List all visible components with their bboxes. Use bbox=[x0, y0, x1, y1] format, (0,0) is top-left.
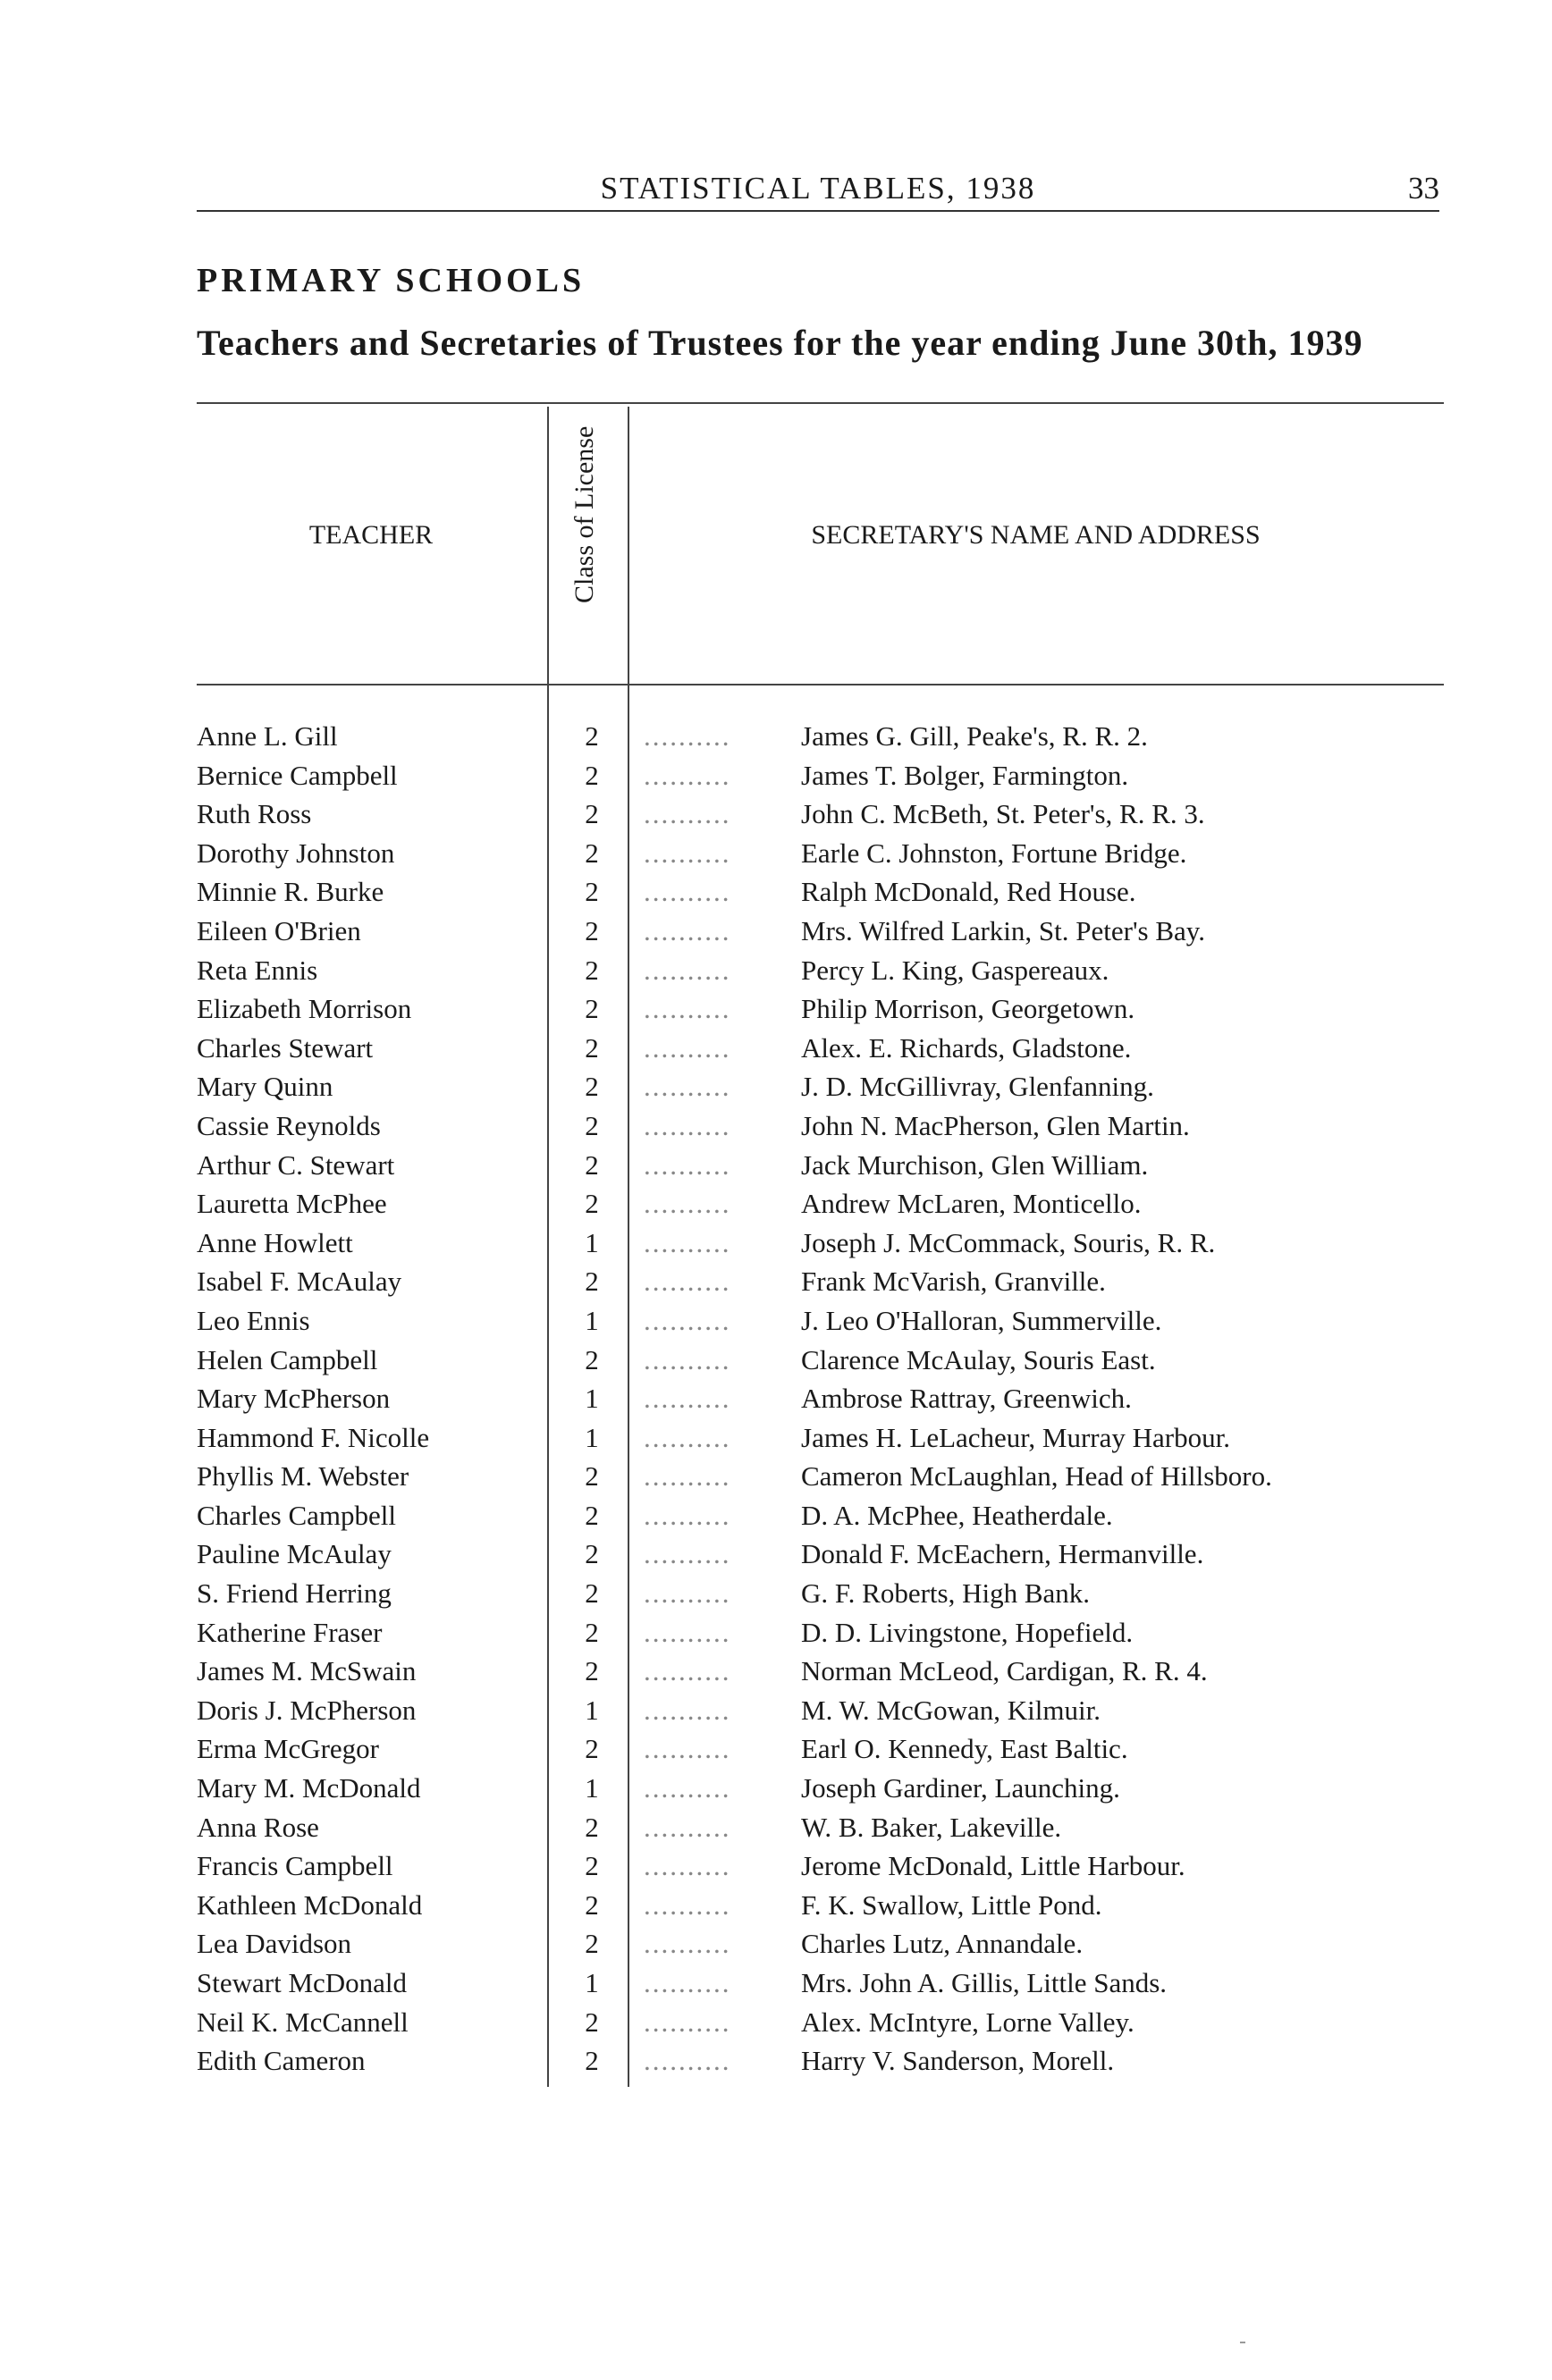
running-header bbox=[197, 165, 1439, 212]
secretary-cell: D. A. McPhee, Heatherdale. bbox=[801, 1499, 1113, 1531]
class-of-license-cell: 2 bbox=[585, 720, 599, 752]
secretary-cell: Ambrose Rattray, Greenwich. bbox=[801, 1383, 1132, 1415]
secretary-cell: Jack Murchison, Glen William. bbox=[801, 1148, 1149, 1181]
teacher-name: Stewart McDonald bbox=[197, 1967, 412, 1998]
secretary-cell: Clarence McAulay, Souris East. bbox=[801, 1343, 1156, 1375]
teacher-cell bbox=[197, 1262, 541, 1301]
table-row bbox=[197, 1106, 1466, 1146]
leader-dots: .......... bbox=[644, 1148, 731, 1181]
leader-dots: .......... bbox=[644, 1188, 731, 1220]
class-of-license-cell: 2 bbox=[585, 1733, 599, 1765]
margin-mark bbox=[1240, 2342, 1245, 2343]
teacher-name: Neil K. McCannell bbox=[197, 2006, 414, 2038]
secretary-cell: Joseph J. McCommack, Souris, R. R. bbox=[801, 1226, 1216, 1258]
teacher-name: Erma McGregor bbox=[197, 1733, 384, 1764]
table-row bbox=[197, 989, 1466, 1029]
teacher-cell bbox=[197, 1146, 541, 1185]
teacher-name: Kathleen McDonald bbox=[197, 1889, 427, 1921]
teacher-name: Dorothy Johnston bbox=[197, 837, 400, 869]
class-of-license-cell: 1 bbox=[585, 1694, 599, 1726]
class-of-license-cell: 2 bbox=[585, 1499, 599, 1531]
secretary-cell: John C. McBeth, St. Peter's, R. R. 3. bbox=[801, 798, 1205, 830]
table-row bbox=[197, 1769, 1466, 1808]
teacher-cell bbox=[197, 756, 541, 795]
leader-dots: .......... bbox=[644, 1694, 731, 1726]
teacher-cell bbox=[197, 912, 541, 951]
secretary-cell: Norman McLeod, Cardigan, R. R. 4. bbox=[801, 1655, 1208, 1687]
table-row bbox=[197, 1301, 1466, 1341]
secretary-cell: Alex. McIntyre, Lorne Valley. bbox=[801, 2006, 1134, 2038]
table-row bbox=[197, 912, 1466, 951]
class-of-license-cell: 2 bbox=[585, 1616, 599, 1648]
teacher-name: Arthur C. Stewart bbox=[197, 1149, 400, 1181]
teacher-name: James M. McSwain bbox=[197, 1655, 421, 1686]
teacher-cell bbox=[197, 1924, 541, 1964]
leader-dots: .......... bbox=[644, 1071, 731, 1103]
secretary-cell: Joseph Gardiner, Launching. bbox=[801, 1772, 1120, 1804]
class-of-license-cell: 2 bbox=[585, 1148, 599, 1181]
table-row bbox=[197, 2003, 1466, 2042]
table-row bbox=[197, 1846, 1466, 1886]
teacher-cell bbox=[197, 1496, 541, 1535]
secretary-cell: Jerome McDonald, Little Harbour. bbox=[801, 1850, 1185, 1882]
table-row bbox=[197, 951, 1466, 990]
secretary-cell: Mrs. Wilfred Larkin, St. Peter's Bay. bbox=[801, 914, 1206, 946]
leader-dots: .......... bbox=[644, 914, 731, 946]
teacher-cell bbox=[197, 1574, 541, 1613]
secretary-cell: James T. Bolger, Farmington. bbox=[801, 759, 1129, 791]
class-of-license-cell: 1 bbox=[585, 1967, 599, 1998]
teacher-cell bbox=[197, 2003, 541, 2042]
teacher-cell bbox=[197, 1379, 541, 1418]
teacher-name: Doris J. McPherson bbox=[197, 1695, 421, 1726]
class-of-license-cell: 1 bbox=[585, 1772, 599, 1804]
table-row bbox=[197, 1418, 1466, 1458]
teacher-name: Eileen O'Brien bbox=[197, 915, 367, 946]
teacher-cell bbox=[197, 1808, 541, 1847]
teacher-cell bbox=[197, 1341, 541, 1380]
teacher-name: Charles Stewart bbox=[197, 1032, 378, 1064]
class-of-license-cell: 2 bbox=[585, 1655, 599, 1687]
leader-dots: .......... bbox=[644, 954, 731, 986]
leader-dots: .......... bbox=[644, 1577, 731, 1610]
class-of-license-cell: 2 bbox=[585, 1109, 599, 1141]
secretary-cell: Earl O. Kennedy, East Baltic. bbox=[801, 1733, 1128, 1765]
leader-dots: .......... bbox=[644, 1888, 731, 1921]
teacher-name: Anne Howlett bbox=[197, 1227, 358, 1258]
teacher-name: Bernice Campbell bbox=[197, 760, 403, 791]
leader-dots: .......... bbox=[644, 1616, 731, 1648]
teacher-name: Francis Campbell bbox=[197, 1850, 399, 1881]
table-top-rule bbox=[197, 402, 1444, 404]
table-row bbox=[197, 1535, 1466, 1574]
table-row bbox=[197, 872, 1466, 912]
leader-dots: .......... bbox=[644, 1460, 731, 1493]
teacher-cell bbox=[197, 1535, 541, 1574]
class-of-license-cell: 2 bbox=[585, 2006, 599, 2038]
teacher-cell bbox=[197, 717, 541, 756]
section-title: PRIMARY SCHOOLS bbox=[197, 262, 586, 299]
table-row bbox=[197, 1924, 1466, 1964]
table-row bbox=[197, 834, 1466, 873]
class-of-license-cell: 2 bbox=[585, 1266, 599, 1298]
table-row bbox=[197, 1964, 1466, 2003]
teacher-name: S. Friend Herring bbox=[197, 1577, 397, 1609]
teacher-name: Minnie R. Burke bbox=[197, 876, 389, 907]
leader-dots: .......... bbox=[644, 1499, 731, 1531]
teacher-cell bbox=[197, 1613, 541, 1653]
secretary-cell: Philip Morrison, Georgetown. bbox=[801, 993, 1135, 1025]
leader-dots: .......... bbox=[644, 1772, 731, 1804]
secretary-cell: W. B. Baker, Lakeville. bbox=[801, 1811, 1062, 1843]
leader-dots: .......... bbox=[644, 1655, 731, 1687]
table-row bbox=[197, 1496, 1466, 1535]
secretary-cell: Donald F. McEachern, Hermanville. bbox=[801, 1538, 1204, 1570]
teacher-name: Ruth Ross bbox=[197, 798, 316, 829]
teacher-cell bbox=[197, 872, 541, 912]
table-row bbox=[197, 2041, 1466, 2081]
teacher-cell bbox=[197, 1029, 541, 1068]
class-of-license-cell: 2 bbox=[585, 1031, 599, 1064]
table-row bbox=[197, 1067, 1466, 1106]
teacher-cell bbox=[197, 1224, 541, 1263]
class-of-license-cell: 2 bbox=[585, 1811, 599, 1843]
teacher-cell bbox=[197, 1846, 541, 1886]
leader-dots: .......... bbox=[644, 1538, 731, 1570]
table-row bbox=[197, 795, 1466, 834]
leader-dots: .......... bbox=[644, 993, 731, 1025]
leader-dots: .......... bbox=[644, 1109, 731, 1141]
table-row bbox=[197, 756, 1466, 795]
table-row bbox=[197, 1379, 1466, 1418]
table-row bbox=[197, 1184, 1466, 1224]
table-row bbox=[197, 1146, 1466, 1185]
teacher-name: Katherine Fraser bbox=[197, 1617, 387, 1648]
table-row bbox=[197, 1457, 1466, 1496]
table-row bbox=[197, 1808, 1466, 1847]
teacher-name: Elizabeth Morrison bbox=[197, 993, 417, 1024]
leader-dots: .......... bbox=[644, 1850, 731, 1882]
class-of-license-cell: 2 bbox=[585, 914, 599, 946]
secretary-cell: Andrew McLaren, Monticello. bbox=[801, 1188, 1142, 1220]
teacher-cell bbox=[197, 1769, 541, 1808]
teacher-name: Leo Ennis bbox=[197, 1305, 316, 1336]
secretary-cell: G. F. Roberts, High Bank. bbox=[801, 1577, 1091, 1610]
class-of-license-cell: 2 bbox=[585, 1928, 599, 1960]
secretary-cell: Earle C. Johnston, Fortune Bridge. bbox=[801, 837, 1187, 869]
table-row bbox=[197, 1029, 1466, 1068]
teacher-name: Anna Rose bbox=[197, 1812, 325, 1843]
section-subtitle: Teachers and Secretaries of Trustees for the year ending June 30th, 1939 bbox=[197, 323, 1363, 363]
class-of-license-cell: 2 bbox=[585, 1888, 599, 1921]
teacher-name: Reta Ennis bbox=[197, 955, 323, 986]
table-row bbox=[197, 1691, 1466, 1730]
leader-dots: .......... bbox=[644, 1343, 731, 1375]
table-row bbox=[197, 1613, 1466, 1653]
leader-dots: .......... bbox=[644, 837, 731, 869]
table-row bbox=[197, 1886, 1466, 1925]
class-of-license-cell: 1 bbox=[585, 1226, 599, 1258]
leader-dots: .......... bbox=[644, 1967, 731, 1998]
class-of-license-cell: 2 bbox=[585, 1538, 599, 1570]
teacher-cell bbox=[197, 1729, 541, 1769]
teacher-cell bbox=[197, 2041, 541, 2081]
class-of-license-cell: 2 bbox=[585, 993, 599, 1025]
secretary-cell: Ralph McDonald, Red House. bbox=[801, 876, 1136, 908]
secretary-cell: Frank McVarish, Granville. bbox=[801, 1266, 1106, 1298]
page-number: 33 bbox=[1408, 171, 1439, 206]
teacher-cell bbox=[197, 1964, 541, 2003]
teacher-cell bbox=[197, 989, 541, 1029]
teacher-cell bbox=[197, 795, 541, 834]
teacher-cell bbox=[197, 1106, 541, 1146]
secretary-cell: Alex. E. Richards, Gladstone. bbox=[801, 1031, 1132, 1064]
header-secretary: SECRETARY'S NAME AND ADDRESS bbox=[811, 520, 1261, 550]
class-of-license-cell: 2 bbox=[585, 837, 599, 869]
teacher-cell bbox=[197, 951, 541, 990]
teacher-name: Hammond F. Nicolle bbox=[197, 1422, 434, 1453]
table-body bbox=[197, 717, 1466, 2081]
teacher-name: Lauretta McPhee bbox=[197, 1188, 392, 1219]
secretary-cell: Percy L. King, Gaspereaux. bbox=[801, 954, 1109, 986]
class-of-license-cell: 2 bbox=[585, 1343, 599, 1375]
table-row bbox=[197, 1341, 1466, 1380]
table-row bbox=[197, 1574, 1466, 1613]
class-of-license-cell: 2 bbox=[585, 1850, 599, 1882]
secretary-cell: Mrs. John A. Gillis, Little Sands. bbox=[801, 1967, 1168, 1998]
running-title: STATISTICAL TABLES, 1938 bbox=[600, 171, 1036, 206]
table-row bbox=[197, 717, 1466, 756]
leader-dots: .......... bbox=[644, 1421, 731, 1453]
teacher-name: Mary M. McDonald bbox=[197, 1772, 426, 1804]
teacher-cell bbox=[197, 1457, 541, 1496]
teacher-name: Mary McPherson bbox=[197, 1383, 395, 1414]
class-of-license-cell: 2 bbox=[585, 954, 599, 986]
class-of-license-cell: 1 bbox=[585, 1421, 599, 1453]
table-row bbox=[197, 1224, 1466, 1263]
table-row bbox=[197, 1729, 1466, 1769]
table-row bbox=[197, 1262, 1466, 1301]
secretary-cell: Cameron McLaughlan, Head of Hillsboro. bbox=[801, 1460, 1272, 1493]
table-row bbox=[197, 1652, 1466, 1691]
class-of-license-cell: 2 bbox=[585, 798, 599, 830]
leader-dots: .......... bbox=[644, 1031, 731, 1064]
leader-dots: .......... bbox=[644, 720, 731, 752]
secretary-cell: Charles Lutz, Annandale. bbox=[801, 1928, 1084, 1960]
secretary-cell: James G. Gill, Peake's, R. R. 2. bbox=[801, 720, 1148, 752]
secretary-cell: John N. MacPherson, Glen Martin. bbox=[801, 1109, 1190, 1141]
teacher-cell bbox=[197, 834, 541, 873]
leader-dots: .......... bbox=[644, 1928, 731, 1960]
leader-dots: .......... bbox=[644, 876, 731, 908]
teacher-name: Cassie Reynolds bbox=[197, 1110, 386, 1141]
teacher-name: Pauline McAulay bbox=[197, 1538, 397, 1569]
header-class-of-license: Class of License bbox=[569, 425, 599, 603]
leader-dots: .......... bbox=[644, 759, 731, 791]
class-of-license-cell: 2 bbox=[585, 2045, 599, 2077]
secretary-cell: F. K. Swallow, Little Pond. bbox=[801, 1888, 1102, 1921]
leader-dots: .......... bbox=[644, 1226, 731, 1258]
leader-dots: .......... bbox=[644, 1383, 731, 1415]
teacher-cell bbox=[197, 1301, 541, 1341]
leader-dots: .......... bbox=[644, 1733, 731, 1765]
class-of-license-cell: 2 bbox=[585, 1577, 599, 1610]
leader-dots: .......... bbox=[644, 2006, 731, 2038]
leader-dots: .......... bbox=[644, 1811, 731, 1843]
header-teacher: TEACHER bbox=[308, 520, 434, 550]
class-of-license-cell: 2 bbox=[585, 759, 599, 791]
class-of-license-cell: 2 bbox=[585, 1071, 599, 1103]
teacher-cell bbox=[197, 1418, 541, 1458]
leader-dots: .......... bbox=[644, 2045, 731, 2077]
teacher-cell bbox=[197, 1067, 541, 1106]
teacher-name: Isabel F. McAulay bbox=[197, 1266, 407, 1297]
class-of-license-cell: 1 bbox=[585, 1304, 599, 1336]
teacher-name: Charles Campbell bbox=[197, 1500, 401, 1531]
teacher-cell bbox=[197, 1886, 541, 1925]
teacher-name: Lea Davidson bbox=[197, 1928, 357, 1959]
secretary-cell: J. D. McGillivray, Glenfanning. bbox=[801, 1071, 1154, 1103]
teacher-name: Phyllis M. Webster bbox=[197, 1460, 414, 1492]
table-header-rule bbox=[197, 684, 1444, 685]
teacher-name: Mary Quinn bbox=[197, 1071, 338, 1102]
secretary-cell: J. Leo O'Halloran, Summerville. bbox=[801, 1304, 1162, 1336]
class-of-license-cell: 2 bbox=[585, 1188, 599, 1220]
teacher-cell bbox=[197, 1652, 541, 1691]
teacher-name: Anne L. Gill bbox=[197, 720, 343, 752]
teacher-name: Edith Cameron bbox=[197, 2045, 371, 2076]
secretary-cell: Harry V. Sanderson, Morell. bbox=[801, 2045, 1115, 2077]
teacher-cell bbox=[197, 1184, 541, 1224]
teacher-name: Helen Campbell bbox=[197, 1344, 383, 1375]
leader-dots: .......... bbox=[644, 798, 731, 830]
leader-dots: .......... bbox=[644, 1266, 731, 1298]
class-of-license-cell: 2 bbox=[585, 876, 599, 908]
teacher-cell bbox=[197, 1691, 541, 1730]
leader-dots: .......... bbox=[644, 1304, 731, 1336]
secretary-cell: James H. LeLacheur, Murray Harbour. bbox=[801, 1421, 1230, 1453]
class-of-license-cell: 2 bbox=[585, 1460, 599, 1493]
secretary-cell: D. D. Livingstone, Hopefield. bbox=[801, 1616, 1134, 1648]
secretary-cell: M. W. McGowan, Kilmuir. bbox=[801, 1694, 1101, 1726]
class-of-license-cell: 1 bbox=[585, 1383, 599, 1415]
